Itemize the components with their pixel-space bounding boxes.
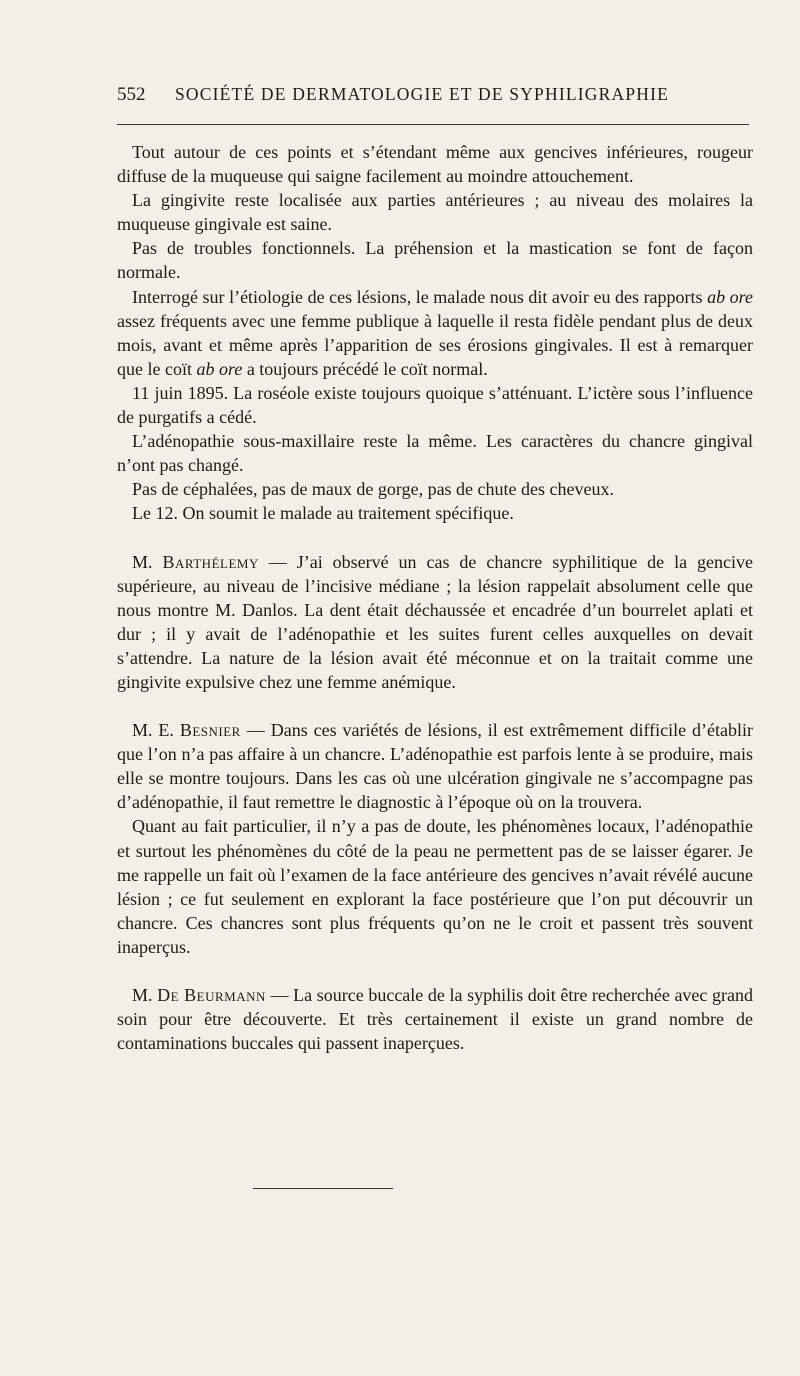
speaker-prefix: M. E.	[132, 720, 180, 741]
paragraph-7: Pas de céphalées, pas de maux de gorge, pas de chute des cheveux.	[132, 479, 614, 500]
section-end-rule	[253, 1188, 393, 1189]
section-gap	[117, 694, 753, 718]
intervention-de-beurmann	[117, 983, 753, 1055]
speaker-prefix: M.	[132, 985, 158, 1005]
paragraph-6: L’adénopathie sous-maxillaire reste la même. Les caractères du chancre gingival n’ont pas changé.	[117, 431, 753, 476]
intervention-text: — J’ai observé un cas de chancre syphilitique de la gencive supérieure, au niveau de l’incisive médiane ; la lésion rappelait absolument celle que nous montre M. Danlos. La dent était déchaussée et encadrée d’un bourrelet aplati et dur ; il y avait de l’adénopathie et les suites furent celles auxquelles on devait s’attendre. La nature de la lésion avait été méconnue et on la traitait comme une gingivite expulsive chez une femme anémique.	[117, 551, 753, 692]
paragraph-4-part-3: a toujours précédé le coït normal.	[242, 358, 488, 379]
paragraph-4-part-2: assez fréquents avec une femme publique à laquelle il resta fidèle pendant plus de deux mois, avant et même après l’apparition de ses érosions gingivales. Il est à remarquer que le coït	[117, 310, 753, 379]
paragraph-4-italic-1: ab ore	[707, 286, 753, 307]
speaker-name: De Beurmann	[157, 985, 266, 1005]
running-title: SOCIÉTÉ DE DERMATOLOGIE ET DE SYPHILIGRAPHIE	[175, 84, 670, 104]
paragraph-1: Tout autour de ces points et s’étendant même aux gencives inférieures, rougeur diffuse de la muqueuse qui saigne facilement au moindre attouchement.	[117, 142, 753, 187]
intervention-besnier	[117, 718, 753, 814]
page-number: 552	[117, 84, 146, 105]
page-body	[117, 140, 753, 1055]
paragraph-2: La gingivite reste localisée aux parties antérieures ; au niveau des molaires la muqueuse gingivale est saine.	[117, 190, 753, 235]
speaker-name: Besnier	[179, 720, 241, 741]
intervention-barthelemy	[117, 550, 753, 695]
paragraph-4	[117, 285, 753, 381]
speaker-prefix: M.	[132, 551, 163, 572]
paragraph-4-part-1: Interrogé sur l’étiologie de ces lésions, le malade nous dit avoir eu des rapports	[132, 286, 708, 307]
section-gap	[117, 526, 753, 550]
book-page	[117, 84, 754, 1054]
paragraph-3: Pas de troubles fonctionnels. La préhension et la mastication se font de façon normale.	[117, 238, 753, 283]
paragraph-5: 11 juin 1895. La roséole existe toujours quoique s’atténuant. L’ictère sous l’influence de purgatifs a cédé.	[117, 382, 753, 428]
paragraph-4-italic-2: ab ore	[196, 358, 243, 379]
intervention-text: — Dans ces variétés de lésions, il est extrêmement difficile d’établir que l’on n’a pas affaire à un chancre. L’adénopathie est parfois lente à se produire, mais elle se montre toujours. Dans les cas où une ulcération gingivale ne s’accompagne pas d’adénopathie, il faut remettre le diagnostic à l’époque où on la trouvera.	[117, 720, 753, 813]
running-header	[117, 84, 753, 112]
header-rule	[117, 124, 749, 125]
section-gap	[117, 959, 753, 983]
intervention-besnier-continued: Quant au fait particulier, il n’y a pas de doute, les phénomènes locaux, l’adénopathie et surtout les phénomènes du côté de la peau ne permettent pas de se laisser égarer. Je me rappelle un fait où l’examen de la face antérieure des gencives n’avait révélé aucune lésion ; ce fut seulement en explorant la face postérieure que l’on put découvrir un chancre. Ces chancres sont plus fréquents qu’on ne le croit et passent très souvent inaperçus.	[117, 816, 753, 957]
paragraph-8: Le 12. On soumit le malade au traitement spécifique.	[132, 503, 514, 524]
intervention-text: — La source buccale de la syphilis doit être recherchée avec grand soin pour être découverte. Et très certainement il existe un grand nombre de contaminations buccales qui passent inaperçues.	[117, 985, 754, 1054]
speaker-name: Barthélemy	[162, 551, 259, 572]
